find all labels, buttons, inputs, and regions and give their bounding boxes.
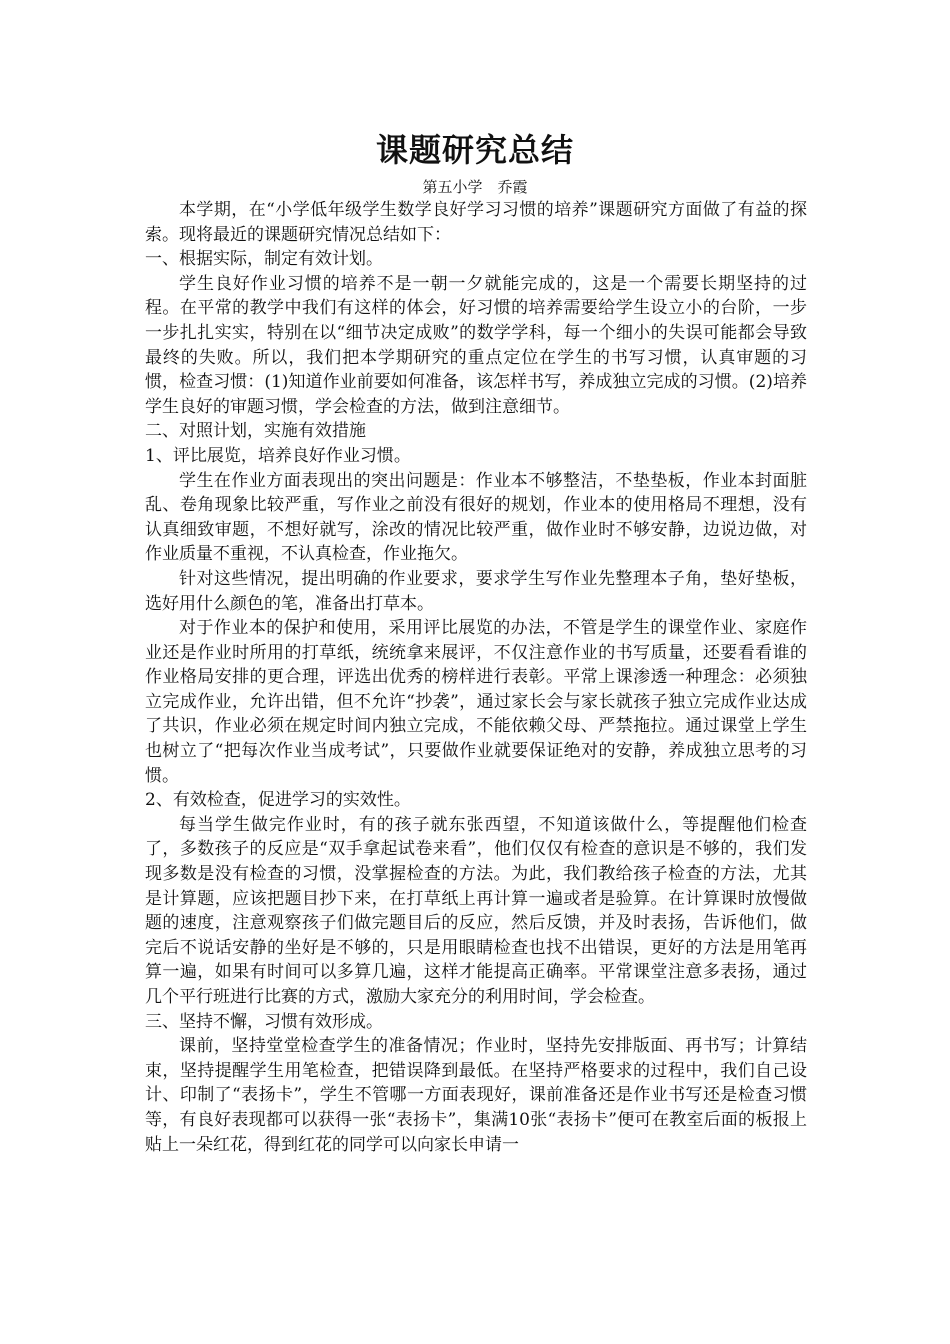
section-heading-2: 二、对照计划，实施有效措施 xyxy=(145,421,366,442)
paragraph-persistence: 课前，坚持堂堂检查学生的准备情况；作业时，坚持先安排版面、再书写；计算结束，坚持提醒学生用笔检查，把错误降到最低。在坚持严格要求的过程中，我们自己设计、印制了“表扬卡”，学生不管哪一方面表现好，课前准备还是作业书写还是检查习惯等，有良好表现都可以获得一张“表扬卡”，集满10张“表扬卡”便可在教室后面的板报上贴上一朵红花，得到红花的同学可以向家长申请一 xyxy=(145,1036,807,1155)
section-heading-1: 一、根据实际，制定有效计划。 xyxy=(145,249,383,270)
document-body xyxy=(145,198,807,1157)
document-author: 第五小学 乔霞 xyxy=(422,178,528,196)
paragraph-checking: 每当学生做完作业时，有的孩子就东张西望，不知道该做什么，等提醒他们检查了，多数孩子的反应是“双手拿起试卷来看”，他们仅仅有检查的意识是不够的，我们发现多数是没有检查的习惯，没掌握检查的方法。为此，我们教给孩子检查的方法，尤其是计算题，应该把题目抄下来，在打草纸上再计算一遍或者是验算。在计算课时放慢做题的速度，注意观察孩子们做完题目后的反应，然后反馈，并及时表扬，告诉他们，做完后不说话安静的坐好是不够的，只是用眼睛检查也找不出错误，更好的方法是用笔再算一遍，如果有时间可以多算几遍，这样才能提高正确率。平常课堂注意多表扬，通过几个平行班进行比赛的方式，激励大家充分的利用时间，学会检查。 xyxy=(145,814,807,1007)
paragraph-problems: 学生在作业方面表现出的突出问题是：作业本不够整洁，不垫垫板，作业本封面脏乱、卷角现象比较严重，写作业之前没有很好的规划，作业本的使用格局不理想，没有认真细致审题，不想好就写，涂改的情况比较严重，做作业时不够安静，边说边做，对作业质量不重视，不认真检查，作业拖欠。 xyxy=(145,470,807,565)
document-title: 课题研究总结 xyxy=(375,131,574,169)
paragraph-exhibition: 对于作业本的保护和使用，采用评比展览的办法，不管是学生的课堂作业、家庭作业还是作业时所用的打草纸，统统拿来展评，不仅注意作业的书写质量，还要看看谁的作业格局安排的更合理，评选出优秀的榜样进行表彰。平常上课渗透一种理念：必须独立完成作业，允许出错，但不允许“抄袭”，通过家长会与家长就孩子独立完成作业达成了共识，作业必须在规定时间内独立完成，不能依赖父母、严禁拖拉。通过课堂上学生也树立了“把每次作业当成考试”，只要做作业就要保证绝对的安静，养成独立思考的习惯。 xyxy=(145,618,807,786)
subsection-heading-1: 1、评比展览，培养良好作业习惯。 xyxy=(145,445,411,466)
subsection-heading-2: 2、有效检查，促进学习的实效性。 xyxy=(145,790,411,811)
paragraph-plan: 学生良好作业习惯的培养不是一朝一夕就能完成的，这是一个需要长期坚持的过程。在平常的教学中我们有这样的体会，好习惯的培养需要给学生设立小的台阶，一步一步扎扎实实，特别在以“细节决定成败”的数学学科，每一个细小的失误可能都会导致最终的失败。所以，我们把本学期研究的重点定位在学生的书写习惯，认真审题的习惯，检查习惯：(1)知道作业前要如何准备，该怎样书写，养成独立完成的习惯。(2)培养学生良好的审题习惯，学会检查的方法，做到注意细节。 xyxy=(145,273,807,417)
section-heading-3: 三、坚持不懈，习惯有效形成。 xyxy=(145,1011,383,1032)
paragraph-intro: 本学期，在“小学低年级学生数学良好学习习惯的培养”课题研究方面做了有益的探索。现将最近的课题研究情况总结如下： xyxy=(145,200,807,245)
paragraph-requirements: 针对这些情况，提出明确的作业要求，要求学生写作业先整理本子角，垫好垫板，选好用什么颜色的笔，准备出打草本。 xyxy=(145,568,807,614)
